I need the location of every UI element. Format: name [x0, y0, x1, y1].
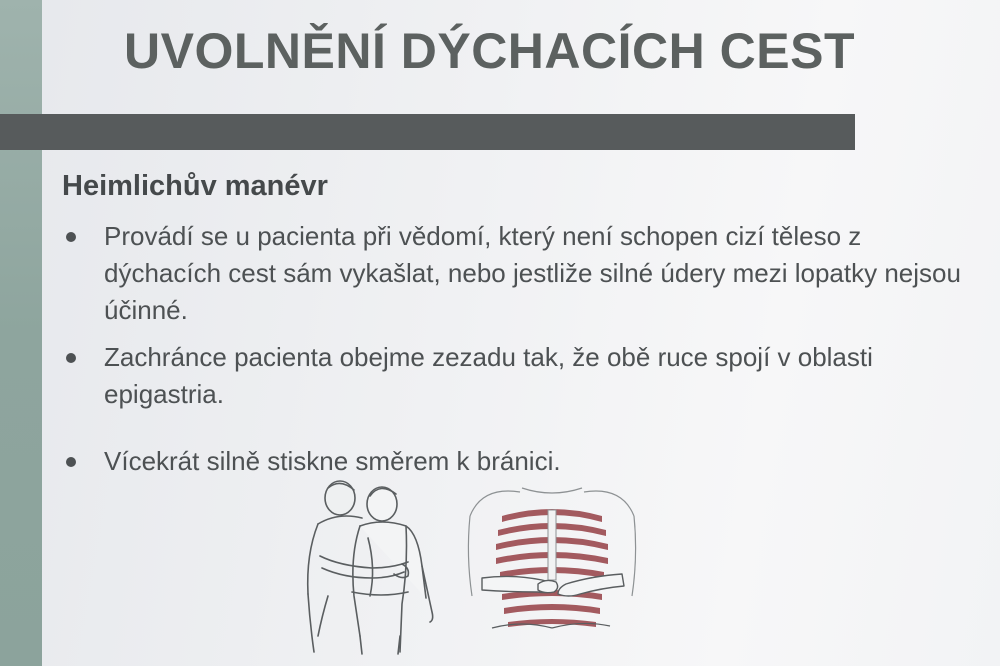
- bullet-dot-icon: [66, 457, 76, 467]
- bullet-text: Zachránce pacienta obejme zezadu tak, že obě ruce spojí v oblasti epigastria.: [104, 342, 873, 409]
- ribcage-hands-position-illustration: [462, 476, 642, 646]
- bullet-item: [62, 443, 962, 480]
- bullet-item: [62, 339, 962, 413]
- bullet-dot-icon: [66, 353, 76, 363]
- accent-band: [0, 0, 42, 666]
- section-heading: Heimlichův manévr: [62, 170, 328, 202]
- bullet-text: Provádí se u pacienta při vědomí, který není schopen cizí těleso z dýchacích cest sám vykašlat, nebo jestliže silné údery mezi lopatky nejsou účinné.: [104, 221, 961, 325]
- rescuer-embracing-patient-illustration: [290, 476, 460, 661]
- slide-title: UVOLNĚNÍ DÝCHACÍCH CEST: [124, 23, 855, 79]
- bullet-text: Vícekrát silně stiskne směrem k bránici.: [104, 446, 561, 476]
- bullet-dot-icon: [66, 232, 76, 242]
- title-divider-bar: [0, 114, 855, 150]
- bullet-item: [62, 218, 962, 329]
- bullet-list: [62, 218, 962, 480]
